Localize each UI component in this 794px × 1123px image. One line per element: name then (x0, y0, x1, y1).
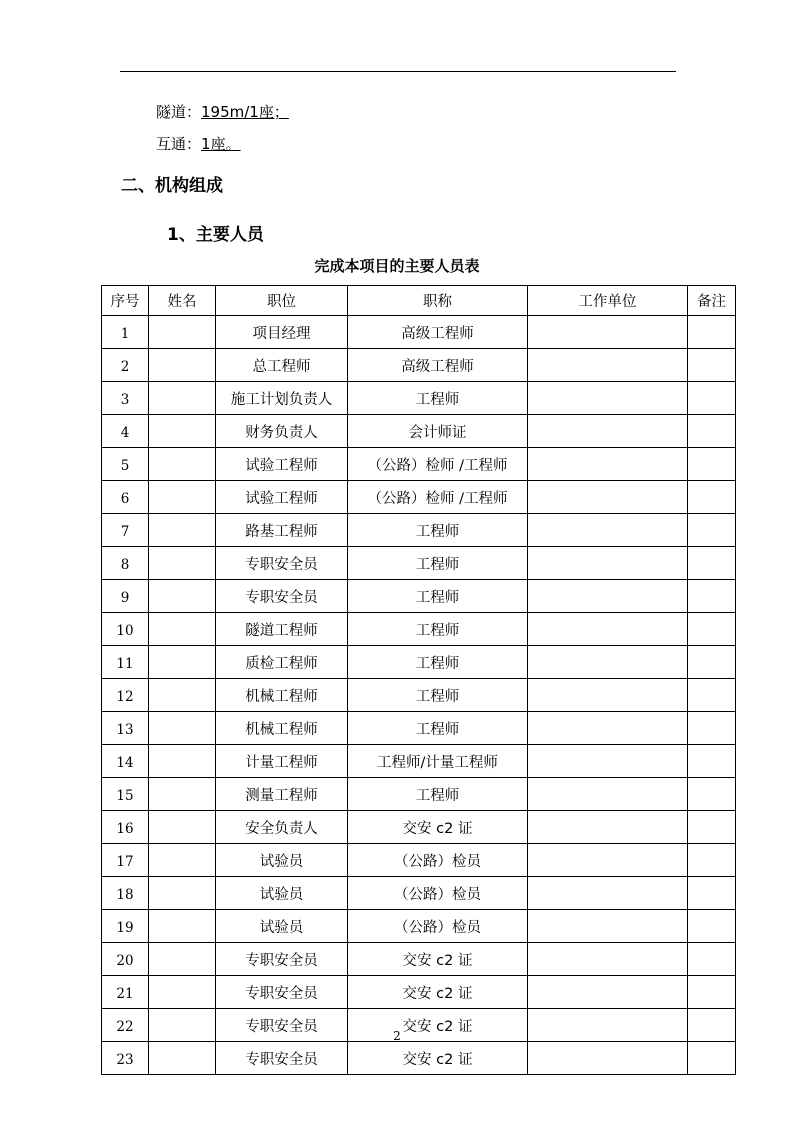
cell-position: 机械工程师 (216, 679, 348, 712)
cell-note (688, 910, 736, 943)
cell-note (688, 1042, 736, 1075)
cell-seq: 2 (102, 349, 149, 382)
cell-employer (528, 547, 688, 580)
table-row (102, 778, 736, 811)
cell-note (688, 547, 736, 580)
cell-title: 工程师 (348, 382, 528, 415)
cell-employer (528, 745, 688, 778)
cell-employer (528, 976, 688, 1009)
cell-seq: 21 (102, 976, 149, 1009)
cell-position: 专职安全员 (216, 547, 348, 580)
cell-seq: 13 (102, 712, 149, 745)
cell-employer (528, 1042, 688, 1075)
cell-seq: 19 (102, 910, 149, 943)
header-rule (120, 71, 676, 72)
cell-title: 高级工程师 (348, 349, 528, 382)
cell-seq: 12 (102, 679, 149, 712)
cell-seq: 20 (102, 943, 149, 976)
cell-title: （公路）检师 /工程师 (348, 448, 528, 481)
cell-employer (528, 349, 688, 382)
cell-note (688, 481, 736, 514)
table-caption: 完成本项目的主要人员表 (314, 257, 480, 275)
cell-name (149, 910, 216, 943)
cell-employer (528, 415, 688, 448)
interchange-unit: 座。 (210, 135, 241, 153)
cell-title: 交安 c2 证 (348, 1042, 528, 1075)
cell-seq: 9 (102, 580, 149, 613)
tunnel-line (156, 101, 289, 122)
cell-name (149, 547, 216, 580)
table-row (102, 910, 736, 943)
cell-title: （公路）检员 (348, 877, 528, 910)
cell-name (149, 415, 216, 448)
table-row (102, 613, 736, 646)
table-row (102, 745, 736, 778)
interchange-line (156, 133, 241, 154)
subsection-heading: 1、主要人员 (167, 225, 264, 245)
table-row (102, 481, 736, 514)
header-employer: 工作单位 (528, 286, 688, 316)
cell-title: 工程师 (348, 778, 528, 811)
table-row (102, 976, 736, 1009)
page-number: 2 (393, 1029, 401, 1043)
cell-employer (528, 943, 688, 976)
table-row (102, 415, 736, 448)
cell-position: 安全负责人 (216, 811, 348, 844)
tunnel-value: 195m/1 (201, 103, 259, 121)
cell-position: 测量工程师 (216, 778, 348, 811)
cell-name (149, 349, 216, 382)
cell-note (688, 679, 736, 712)
table-row (102, 514, 736, 547)
cell-note (688, 646, 736, 679)
cell-name (149, 646, 216, 679)
header-seq: 序号 (102, 286, 149, 316)
cell-employer (528, 514, 688, 547)
table-row (102, 448, 736, 481)
cell-employer (528, 481, 688, 514)
cell-seq: 16 (102, 811, 149, 844)
table-row (102, 316, 736, 349)
header-position: 职位 (216, 286, 348, 316)
cell-title: 工程师/计量工程师 (348, 745, 528, 778)
cell-employer (528, 646, 688, 679)
cell-position: 专职安全员 (216, 1042, 348, 1075)
cell-note (688, 745, 736, 778)
table-row (102, 580, 736, 613)
cell-employer (528, 613, 688, 646)
cell-seq: 4 (102, 415, 149, 448)
cell-name (149, 481, 216, 514)
cell-position: 施工计划负责人 (216, 382, 348, 415)
cell-name (149, 316, 216, 349)
cell-name (149, 778, 216, 811)
cell-position: 隧道工程师 (216, 613, 348, 646)
header-name: 姓名 (149, 286, 216, 316)
cell-position: 专职安全员 (216, 580, 348, 613)
cell-title: 交安 c2 证 (348, 943, 528, 976)
cell-seq: 5 (102, 448, 149, 481)
table-row (102, 646, 736, 679)
cell-name (149, 580, 216, 613)
cell-name (149, 976, 216, 1009)
cell-position: 质检工程师 (216, 646, 348, 679)
cell-employer (528, 910, 688, 943)
cell-note (688, 448, 736, 481)
cell-position: 机械工程师 (216, 712, 348, 745)
cell-seq: 23 (102, 1042, 149, 1075)
cell-position: 财务负责人 (216, 415, 348, 448)
cell-seq: 22 (102, 1009, 149, 1042)
cell-note (688, 976, 736, 1009)
cell-note (688, 349, 736, 382)
cell-position: 总工程师 (216, 349, 348, 382)
cell-employer (528, 877, 688, 910)
cell-name (149, 844, 216, 877)
cell-seq: 7 (102, 514, 149, 547)
table-row (102, 547, 736, 580)
cell-position: 专职安全员 (216, 976, 348, 1009)
cell-employer (528, 580, 688, 613)
table-row (102, 349, 736, 382)
cell-seq: 10 (102, 613, 149, 646)
cell-employer (528, 844, 688, 877)
cell-name (149, 877, 216, 910)
cell-name (149, 448, 216, 481)
header-title: 职称 (348, 286, 528, 316)
cell-note (688, 943, 736, 976)
interchange-value: 1 (201, 135, 211, 153)
cell-title: 工程师 (348, 580, 528, 613)
cell-note (688, 811, 736, 844)
cell-employer (528, 448, 688, 481)
cell-note (688, 415, 736, 448)
cell-title: 交安 c2 证 (348, 1009, 528, 1042)
table-row (102, 877, 736, 910)
cell-note (688, 877, 736, 910)
cell-name (149, 514, 216, 547)
cell-employer (528, 712, 688, 745)
cell-note (688, 580, 736, 613)
cell-note (688, 778, 736, 811)
cell-seq: 3 (102, 382, 149, 415)
tunnel-unit: 座； (258, 103, 289, 121)
cell-position: 路基工程师 (216, 514, 348, 547)
table-header-row (102, 286, 736, 316)
cell-name (149, 943, 216, 976)
cell-position: 试验员 (216, 877, 348, 910)
cell-seq: 1 (102, 316, 149, 349)
cell-name (149, 613, 216, 646)
interchange-label: 互通： (156, 135, 202, 153)
cell-seq: 15 (102, 778, 149, 811)
cell-position: 试验工程师 (216, 448, 348, 481)
cell-employer (528, 811, 688, 844)
cell-seq: 17 (102, 844, 149, 877)
cell-name (149, 382, 216, 415)
cell-note (688, 316, 736, 349)
cell-note (688, 514, 736, 547)
cell-title: 交安 c2 证 (348, 811, 528, 844)
cell-employer (528, 316, 688, 349)
cell-title: 高级工程师 (348, 316, 528, 349)
cell-title: 工程师 (348, 547, 528, 580)
table-row (102, 712, 736, 745)
cell-title: 会计师证 (348, 415, 528, 448)
cell-title: 工程师 (348, 514, 528, 547)
cell-position: 项目经理 (216, 316, 348, 349)
cell-name (149, 811, 216, 844)
cell-position: 试验员 (216, 844, 348, 877)
cell-title: （公路）检员 (348, 910, 528, 943)
table-row (102, 844, 736, 877)
cell-note (688, 382, 736, 415)
cell-title: 工程师 (348, 679, 528, 712)
cell-seq: 18 (102, 877, 149, 910)
cell-position: 计量工程师 (216, 745, 348, 778)
section-heading: 二、机构组成 (121, 176, 223, 196)
table-body (102, 316, 736, 1075)
cell-title: 交安 c2 证 (348, 976, 528, 1009)
cell-seq: 11 (102, 646, 149, 679)
cell-name (149, 1042, 216, 1075)
cell-position: 试验员 (216, 910, 348, 943)
table-row (102, 943, 736, 976)
tunnel-label: 隧道： (156, 103, 202, 121)
personnel-table (101, 285, 736, 1075)
table-row (102, 679, 736, 712)
cell-position: 专职安全员 (216, 943, 348, 976)
cell-name (149, 679, 216, 712)
cell-position: 试验工程师 (216, 481, 348, 514)
cell-employer (528, 679, 688, 712)
cell-employer (528, 382, 688, 415)
table-row (102, 382, 736, 415)
cell-seq: 8 (102, 547, 149, 580)
cell-name (149, 712, 216, 745)
cell-employer (528, 778, 688, 811)
header-note: 备注 (688, 286, 736, 316)
cell-title: （公路）检员 (348, 844, 528, 877)
cell-name (149, 745, 216, 778)
cell-note (688, 613, 736, 646)
cell-position: 专职安全员 (216, 1009, 348, 1042)
cell-note (688, 844, 736, 877)
cell-seq: 14 (102, 745, 149, 778)
cell-note (688, 712, 736, 745)
table-row (102, 1042, 736, 1075)
cell-title: （公路）检师 /工程师 (348, 481, 528, 514)
cell-seq: 6 (102, 481, 149, 514)
table-row (102, 811, 736, 844)
cell-title: 工程师 (348, 712, 528, 745)
cell-title: 工程师 (348, 613, 528, 646)
cell-title: 工程师 (348, 646, 528, 679)
